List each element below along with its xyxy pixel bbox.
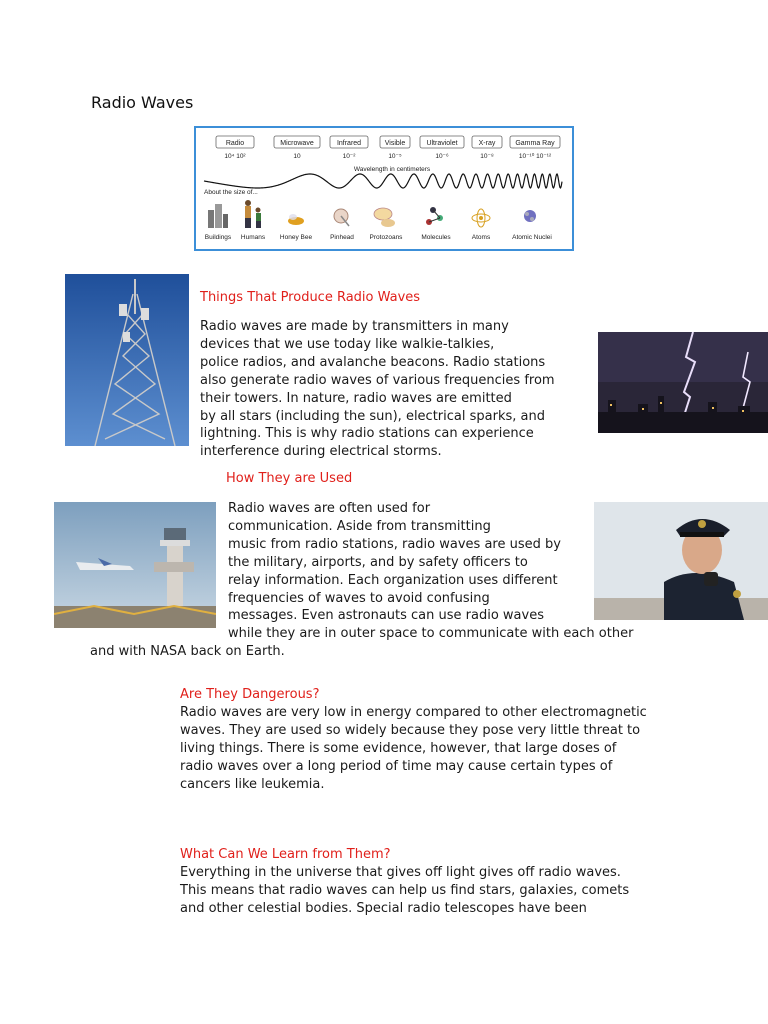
svg-text:10: 10: [293, 153, 301, 160]
text-line: while they are in outer space to communicate with each other: [228, 626, 634, 642]
text-line: Everything in the universe that gives off light gives off radio waves.: [180, 865, 621, 880]
section-body-dangerous: [180, 704, 647, 794]
object-label: Atomic Nuclei: [512, 234, 552, 241]
text-line: communication. Aside from transmitting: [228, 518, 491, 534]
svg-text:10⁻⁵: 10⁻⁵: [388, 153, 402, 160]
lightning-photo: [598, 332, 768, 433]
svg-text:10⁻¹⁰ 10⁻¹²: 10⁻¹⁰ 10⁻¹²: [518, 153, 552, 160]
text-line: frequencies of waves to avoid confusing: [228, 590, 490, 606]
object-label: Honey Bee: [279, 234, 313, 241]
atoms-icon: [472, 209, 490, 227]
text-line: the military, airports, and by safety officers to: [228, 554, 528, 570]
svg-text:X-ray: X-ray: [478, 140, 496, 147]
text-line: living things. There is some evidence, however, that large doses of: [180, 740, 617, 756]
band-microwave: [274, 136, 320, 160]
svg-text:Ultraviolet: Ultraviolet: [426, 140, 458, 147]
svg-text:Gamma Ray: Gamma Ray: [515, 140, 555, 147]
text-line: Radio waves are made by transmitters in many: [200, 319, 509, 334]
molecules-icon: [426, 207, 443, 225]
section-heading-used: How They are Used: [226, 471, 353, 486]
object-label: Humans: [240, 234, 266, 241]
svg-text:10⁻⁶: 10⁻⁶: [435, 153, 449, 160]
svg-text:Radio: Radio: [225, 140, 245, 147]
text-line: cancers like leukemia.: [180, 776, 325, 792]
wave-line: [204, 174, 562, 188]
page-title: Radio Waves: [91, 93, 194, 112]
text-line: relay information. Each organization uses different: [228, 572, 558, 588]
section-body-produce: [200, 318, 555, 461]
atomic-nuclei-icon: [524, 210, 536, 222]
text-line: interference during electrical storms.: [200, 444, 442, 460]
airport-tower-photo: [54, 502, 216, 628]
pinhead-icon: [334, 209, 349, 226]
band-infrared: [330, 136, 368, 160]
section-heading-dangerous: Are They Dangerous?: [180, 687, 320, 702]
em-spectrum-diagram: [194, 126, 574, 251]
section-body-used: [90, 500, 634, 661]
object-label: Atoms: [471, 234, 491, 241]
svg-text:Visible: Visible: [384, 140, 406, 147]
text-line: lightning. This is why radio stations can experience: [200, 426, 534, 442]
text-line: Radio waves are often used for: [228, 501, 431, 516]
object-label: Buildings: [204, 234, 232, 241]
section-body-learn: [180, 864, 629, 918]
band-radio: [216, 136, 254, 160]
text-line: also generate radio waves of various frequencies from: [200, 372, 555, 388]
band-x-ray: [472, 136, 502, 160]
section-heading-learn: What Can We Learn from Them?: [180, 847, 391, 862]
band-gamma-ray: [510, 136, 560, 160]
svg-text:10⁻²: 10⁻²: [342, 153, 356, 160]
object-label: Molecules: [421, 234, 451, 241]
band-ultraviolet: [420, 136, 464, 160]
text-line: and other celestial bodies. Special radio telescopes have been: [180, 900, 587, 916]
text-line: waves. They are used so widely because they pose very little threat to: [180, 722, 641, 738]
text-line: messages. Even astronauts can use radio waves: [228, 608, 544, 624]
radio-tower-photo: [65, 274, 189, 446]
text-line: devices that we use today like walkie-talkies,: [200, 336, 495, 352]
text-line: their towers. In nature, radio waves are emitted: [200, 390, 512, 406]
band-visible: [380, 136, 410, 160]
text-line: Radio waves are very low in energy compared to other electromagnetic: [180, 705, 647, 720]
text-line: This means that radio waves can help us find stars, galaxies, comets: [180, 882, 630, 898]
honey-bee-icon: [288, 214, 304, 225]
text-line: by all stars (including the sun), electrical sparks, and: [200, 408, 545, 424]
protozoans-icon: [374, 208, 395, 227]
svg-text:10⁻⁸: 10⁻⁸: [480, 153, 494, 160]
text-line: police radios, and avalanche beacons. Radio stations: [200, 354, 546, 370]
object-label: Protozoans: [369, 234, 403, 241]
size-label: About the size of...: [204, 189, 258, 196]
humans-icon: [245, 200, 261, 228]
svg-text:Infrared: Infrared: [336, 140, 362, 147]
svg-text:Microwave: Microwave: [280, 140, 314, 147]
wavelength-label: Wavelength in centimeters: [353, 166, 431, 173]
buildings-icon: [208, 204, 228, 228]
svg-text:10⁴ 10²: 10⁴ 10²: [224, 153, 246, 160]
text-line: and with NASA back on Earth.: [90, 644, 285, 660]
text-line: radio waves over a long period of time may cause certain types of: [180, 758, 613, 774]
text-line: music from radio stations, radio waves are used by: [228, 536, 561, 552]
section-heading-produce: Things That Produce Radio Waves: [200, 290, 421, 305]
object-label: Pinhead: [330, 234, 354, 241]
